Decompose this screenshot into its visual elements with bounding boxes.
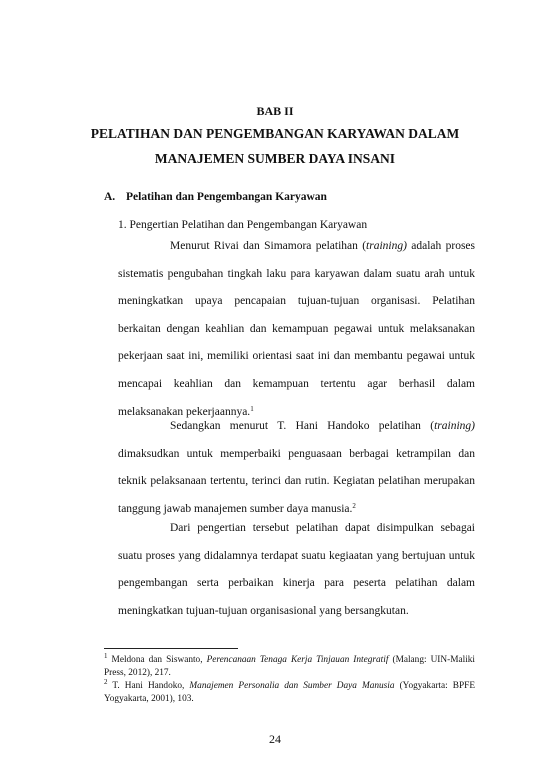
chapter-title-line-1: PELATIHAN DAN PENGEMBANGAN KARYAWAN DALAM (90, 126, 460, 141)
footnote-2 (104, 680, 475, 705)
footnote-publisher: (Yogyakarta: BPFE Yogyakarta, 2001), 103. (104, 681, 475, 704)
footnote-number: 2 (104, 678, 108, 686)
paragraph-1 (118, 233, 475, 426)
footnote-number: 1 (104, 652, 108, 660)
paragraph-3-text: Dari pengertian tersebut pelatihan dapat disimpulkan sebagai suatu proses yang didalamnya terdapat suatu kegiaatan yang bertujuan untuk pengembangan serta perbaikan kinerja para peserta pelatihan dalam meningkatkan tujuan-tujuan organisasional yang bersangkutan. (118, 522, 475, 617)
footnote-1 (104, 654, 475, 679)
footnote-author: Meldona dan Siswanto, (107, 655, 207, 665)
page-number: 24 (269, 732, 281, 746)
paragraph-1-text-end: adalah proses sistematis pengubahan tingkah laku para karyawan dalam suatu arah untuk meningkatkan upaya pencapaian tujuan-tujuan organisasi. Pelatihan berkaitan dengan keahlian dan kemampuan pegawai untuk melaksanakan pekerjaan saat ini, memiliki orientasi saat ini dan membantu pegawai untuk mencapai keahlian dan kemampuan tertentu agar berhasil dalam melaksanakan pekerjaannya. (118, 240, 475, 418)
subsection-title: Pengertian Pelatihan dan Pengembangan Karyawan (129, 219, 368, 231)
paragraph-3 (118, 515, 475, 625)
section-title: Pelatihan dan Pengembangan Karyawan (126, 191, 327, 203)
paragraph-1-text-start: Menurut Rivai dan Simamora pelatihan ( (170, 240, 367, 252)
footnote-book-title: Manajemen Personalia dan Sumber Daya Manusia (189, 681, 395, 691)
footnote-ref-1[interactable]: 1 (250, 404, 254, 413)
paragraph-2-term: training) (434, 420, 475, 432)
footnote-author: T. Hani Handoko, (107, 681, 190, 691)
paragraph-2-text-end: dimaksudkan untuk memperbaiki penguasaan berbagai ketrampilan dan teknik pelaksanaan tertentu, terinci dan rutin. Kegiatan pelatihan merupakan tanggung jawab manajemen sumber daya manusia. (118, 447, 475, 515)
footnote-publisher: (Malang: UIN-Maliki Press, 2012), 217. (104, 655, 476, 678)
footnote-ref-2[interactable]: 2 (352, 501, 356, 510)
footnote-divider (104, 648, 238, 649)
paragraph-1-term: training) (366, 240, 407, 252)
subsection-label: 1. (118, 219, 127, 231)
paragraph-2 (118, 413, 475, 523)
paragraph-2-text-start: Sedangkan menurut T. Hani Handoko pelatihan ( (170, 420, 435, 432)
subsection-heading-1 (118, 219, 367, 231)
footnote-book-title: Perencanaan Tenaga Kerja Tinjauan Integratif (206, 655, 389, 665)
chapter-title-line-2: MANAJEMEN SUMBER DAYA INSANI (154, 151, 396, 166)
section-label: A. (104, 191, 116, 203)
section-heading-a (104, 191, 327, 203)
chapter-label: BAB II (256, 104, 294, 118)
